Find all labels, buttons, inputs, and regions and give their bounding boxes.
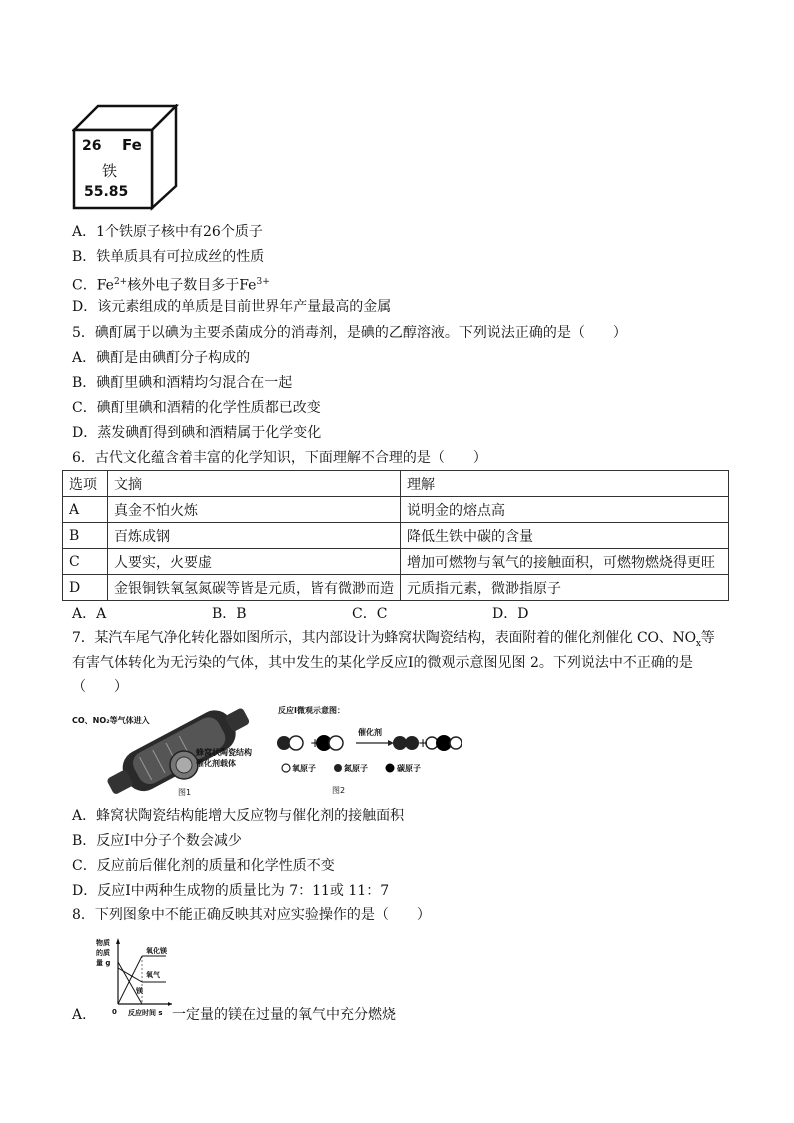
q7-stem-sub: x <box>695 638 701 649</box>
element-card-fe <box>72 104 184 212</box>
table-cell: 百炼成钢 <box>108 523 401 549</box>
q5-stem: 5．碘酊属于以碘为主要杀菌成分的消毒剂，是碘的乙醇溶液。下列说法正确的是（ ） <box>72 325 627 341</box>
q4-option-b: B．铁单质具有可拉成丝的性质 <box>72 249 265 265</box>
table-cell: 增加可燃物与氧气的接触面积，可燃物燃烧得更旺 <box>401 549 729 575</box>
q6-stem: 6．古代文化蕴含着丰富的化学知识，下面理解不合理的是（ ） <box>72 450 487 466</box>
q6-choice-a: A．A <box>72 606 107 622</box>
graph-xlabel: 反应时间 s <box>128 1009 163 1017</box>
svg-text:+: + <box>310 736 321 750</box>
table-cell: C <box>63 549 108 575</box>
q8-option-a-prefix: A． <box>72 1007 97 1023</box>
legend-nitrogen: 氮原子 <box>344 764 368 773</box>
fig2-arrow-label: 催化剂 <box>358 728 382 737</box>
legend-oxygen: 氧原子 <box>292 764 316 773</box>
q4-option-c <box>72 272 270 296</box>
q6-choice-c: C．C <box>352 606 388 622</box>
fig1-label-input: CO、NO₂等气体进入 <box>72 716 150 725</box>
element-symbol: Fe <box>122 136 142 154</box>
table-row <box>63 575 729 601</box>
q7-option-c: C．反应前后催化剂的质量和化学性质不变 <box>72 858 335 874</box>
q5-option-c: C．碘酊里碘和酒精的化学性质都已改变 <box>72 400 321 416</box>
q8-graph-a <box>96 938 172 1022</box>
fig1-label-carrier: 催化剂载体 <box>196 759 236 768</box>
table-row <box>63 497 729 523</box>
q7-option-d: D．反应Ⅰ中两种生成物的质量比为 7：11或 11：7 <box>72 883 390 899</box>
table-cell: 元质指元素，微渺指原子 <box>401 575 729 601</box>
fig2-caption: 图2 <box>332 786 346 795</box>
fig1-caption: 图1 <box>178 788 192 797</box>
q7-stem-line2: 有害气体转化为无污染的气体，其中发生的某化学反应Ⅰ的微观示意图见图 2。下列说法中不正确的是 <box>72 655 693 671</box>
table-cell: 金银铜铁氧氢氮碳等皆是元质，皆有微渺而造 <box>108 575 401 601</box>
q8-option-a-text: 一定量的镁在过量的氧气中充分燃烧 <box>172 1007 396 1023</box>
q4-option-d: D．该元素组成的单质是目前世界年产量最高的金属 <box>72 299 392 315</box>
table-cell: B <box>63 523 108 549</box>
table-cell: 真金不怕火炼 <box>108 497 401 523</box>
fig1-label-structure: 蜂窝状陶瓷结构 <box>196 748 252 757</box>
graph-origin: 0 <box>112 1008 117 1016</box>
q4-c-sup2: 3+ <box>256 277 270 287</box>
graph-ylabel-1: 物质 <box>96 939 110 947</box>
table-cell: 说明金的熔点高 <box>401 497 729 523</box>
q4-c-middle: 核外电子数目多于Fe <box>127 277 257 294</box>
q7-stem-line3: （ ） <box>72 679 128 695</box>
series-label-oxygen: 氧气 <box>146 971 160 979</box>
graph-ylabel-2: 的质 <box>96 949 110 957</box>
table-cell: A <box>63 497 108 523</box>
series-label-mg: 镁 <box>136 987 143 995</box>
legend-carbon: 碳原子 <box>397 764 421 773</box>
fig2-title: 反应Ⅰ微观示意图： <box>278 706 345 715</box>
q7-stem-part1: 7．某汽车尾气净化转化器如图所示，其内部设计为蜂窝状陶瓷结构，表面附着的催化剂催化 CO、NO <box>72 630 696 646</box>
table-header: 选项 <box>63 471 108 497</box>
q6-choice-d: D．D <box>492 606 529 622</box>
element-name: 铁 <box>102 162 118 180</box>
q5-option-d: D．蒸发碘酊得到碘和酒精属于化学变化 <box>72 425 322 441</box>
q4-option-a: A．1个铁原子核中有26个质子 <box>72 224 263 240</box>
svg-text:+: + <box>418 736 429 750</box>
q6-table <box>62 470 729 601</box>
q7-figure <box>72 703 462 798</box>
table-cell: 降低生铁中碳的含量 <box>401 523 729 549</box>
q7-option-b: B．反应Ⅰ中分子个数会减少 <box>72 833 242 849</box>
series-label-mgo: 氧化镁 <box>146 947 167 955</box>
table-cell: 人要实，火要虚 <box>108 549 401 575</box>
graph-ylabel-3: 量 g <box>96 959 111 967</box>
q8-stem: 8．下列图象中不能正确反映其对应实验操作的是（ ） <box>72 907 431 923</box>
q7-option-a: A．蜂窝状陶瓷结构能增大反应物与催化剂的接触面积 <box>72 808 405 824</box>
atomic-mass: 55.85 <box>84 184 129 200</box>
q5-option-a: A．碘酊是由碘酊分子构成的 <box>72 350 251 366</box>
table-header-row <box>63 471 729 497</box>
table-row <box>63 523 729 549</box>
table-row <box>63 549 729 575</box>
q7-stem-part2: 等 <box>700 630 715 646</box>
table-cell: D <box>63 575 108 601</box>
table-header: 理解 <box>401 471 729 497</box>
q4-c-prefix: C．Fe <box>72 277 114 294</box>
atomic-number: 26 <box>82 138 102 154</box>
q7-stem-line1 <box>72 628 715 654</box>
q4-c-sup1: 2+ <box>113 277 128 287</box>
table-header: 文摘 <box>108 471 401 497</box>
q6-choice-b: B．B <box>212 606 247 622</box>
q5-option-b: B．碘酊里碘和酒精均匀混合在一起 <box>72 375 293 391</box>
